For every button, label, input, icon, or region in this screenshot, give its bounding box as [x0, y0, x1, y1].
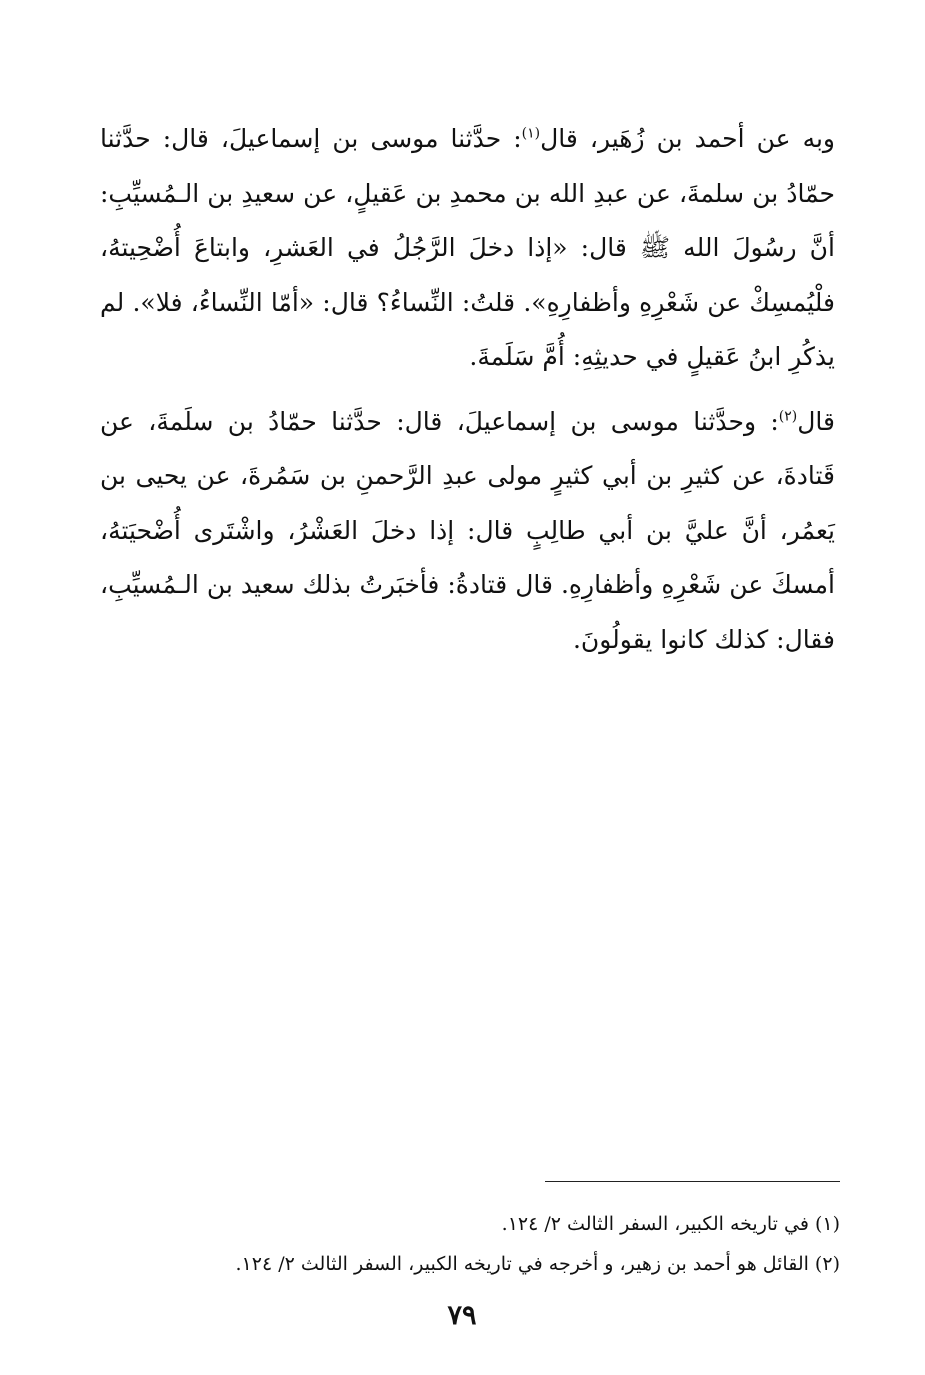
- paragraph-2: [100, 395, 835, 668]
- paragraph-2-text-start: قال: [797, 406, 835, 436]
- footnote-ref-2[interactable]: (٢): [778, 408, 798, 425]
- paragraph-1-text-rest: : حدَّثنا موسى بن إسماعيلَ، قال: حدَّثنا حمّادُ بن سلمةَ، عن عبدِ الله بن محمدِ بن عَقيلٍ، عن سعيدِ بن الـمُسيِّبِ: أنَّ رسُولَ الله ﷺ قال: «إذا دخلَ الرَّجُلُ في العَشرِ، وابتاعَ أُضْحِيتهُ، فلْيُمسِكْ عن شَعْرِهِ وأظفارِهِ». قلتُ: النِّساءُ؟ قال: «أمّا النِّساءُ، فلا». لم يذكُرِ ابنُ عَقيلٍ في حديثِهِ: أُمَّ سَلَمةَ.: [100, 124, 835, 371]
- page-number: ٧٩: [447, 1300, 477, 1331]
- paragraph-2-text-rest: : وحدَّثنا موسى بن إسماعيلَ، قال: حدَّثنا حمّادُ بن سلَمةَ، عن قَتادةَ، عن كثيرِ بن أبي كثيرٍ مولى عبدِ الرَّحمنِ بن سَمُرةَ، عن يحيى بن يَعمُر، أنَّ عليَّ بن أبي طالِبٍ قال: إذا دخلَ العَشْرُ، واشْتَرى أُضْحيَتهُ، أمسكَ عن شَعْرِهِ وأظفارِهِ. قال قتادةُ: فأخبَرتُ بذلك سعيد بن الـمُسيِّبِ، فقال: كذلك كانوا يقولُونَ.: [100, 406, 835, 654]
- footnotes: [100, 1204, 840, 1284]
- paragraph-1: [100, 112, 835, 385]
- footnote-2: (٢) القائل هو أحمد بن زهير، و أخرجه في تاريخه الكبير، السفر الثالث ٢/ ١٢٤.: [235, 1253, 840, 1275]
- main-text: [100, 112, 835, 667]
- footnote-separator: [545, 1181, 840, 1182]
- footnote-1: (١) في تاريخه الكبير، السفر الثالث ٢/ ١٢٤.: [501, 1213, 840, 1235]
- paragraph-1-text-start: وبه عن أحمد بن زُهَير، قال: [540, 124, 836, 153]
- footnote-ref-1[interactable]: (١): [521, 125, 541, 142]
